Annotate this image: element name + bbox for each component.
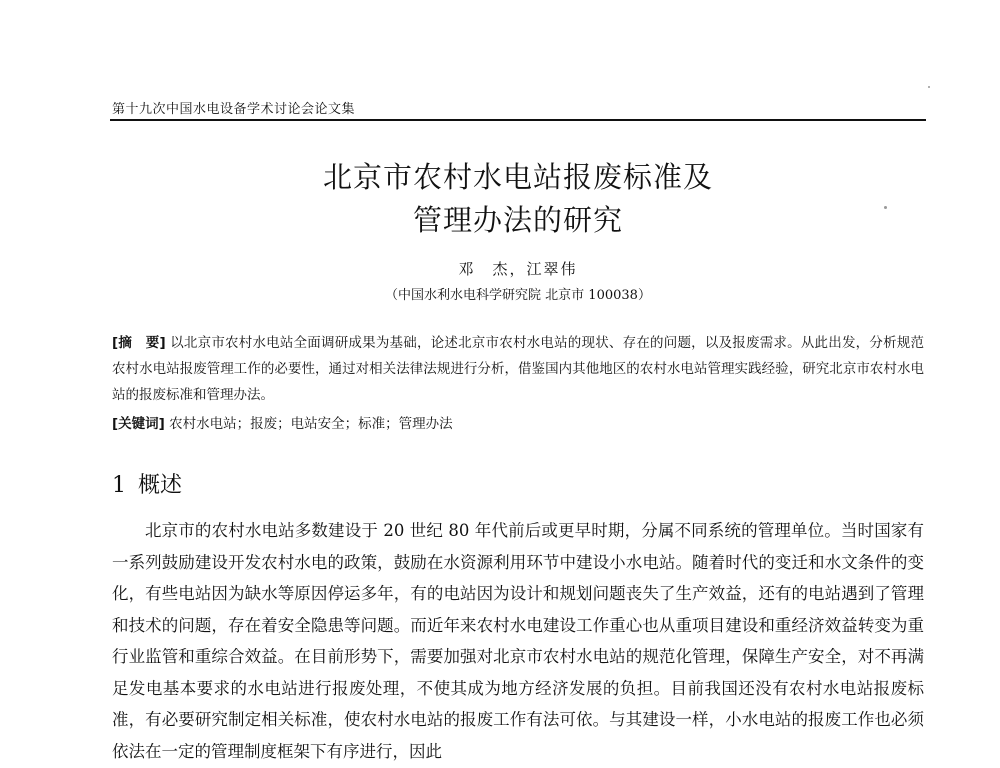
keywords-label: [关键词] <box>112 416 165 432</box>
paper-title-line-1: 北京市农村水电站报废标准及 <box>322 160 713 194</box>
scan-speck <box>928 86 930 88</box>
abstract <box>112 330 924 408</box>
keywords <box>112 413 924 435</box>
running-header: 第十九次中国水电设备学术讨论会论文集 <box>112 102 356 117</box>
affiliation: （中国水利水电科学研究院 北京市 100038） <box>385 288 651 303</box>
keywords-text: 农村水电站；报废；电站安全；标准；管理办法 <box>169 416 453 432</box>
scan-speck <box>884 206 887 209</box>
section-heading <box>112 468 182 499</box>
abstract-label: [摘 要] <box>112 335 166 351</box>
paper-title-line-2: 管理办法的研究 <box>412 203 623 237</box>
authors: 邓 杰，江翠伟 <box>458 260 578 278</box>
header-rule <box>110 119 926 121</box>
body-paragraph: 北京市的农村水电站多数建设于 20 世纪 80 年代前后或更早时期，分属不同系统的管理单位。当时国家有一系列鼓励建设开发农村水电的政策，鼓励在水资源利用环节中建设小水电站。随着时代的变迁和水文条件的变化，有些电站因为缺水等原因停运多年，有的电站因为设计和规划问题丧失了生产效益，还有的电站遇到了管理和技术的问题，存在着安全隐患等问题。而近年来农村水电建设工作重心也从重项目建设和重经济效益转变为重行业监管和重综合效益。在目前形势下，需要加强对北京市农村水电站的规范化管理，保障生产安全，对不再满足发电基本要求的水电站进行报废处理，不使其成为地方经济发展的负担。目前我国还没有农村水电站报废标准，有必要研究制定相关标准，使农村水电站的报废工作有法可依。与其建设一样，小水电站的报废工作也必须依法在一定的管理制度框架下有序进行，因此 <box>112 521 924 761</box>
abstract-text: 以北京市农村水电站全面调研成果为基础，论述北京市农村水电站的现状、存在的问题，以及报废需求。从此出发，分析规范农村水电站报废管理工作的必要性，通过对相关法律法规进行分析，借鉴国内其他地区的农村水电站管理实践经验，研究北京市农村水电站的报废标准和管理办法。 <box>112 335 925 403</box>
section-number: 1 <box>112 473 126 498</box>
section-title: 概述 <box>138 473 183 498</box>
